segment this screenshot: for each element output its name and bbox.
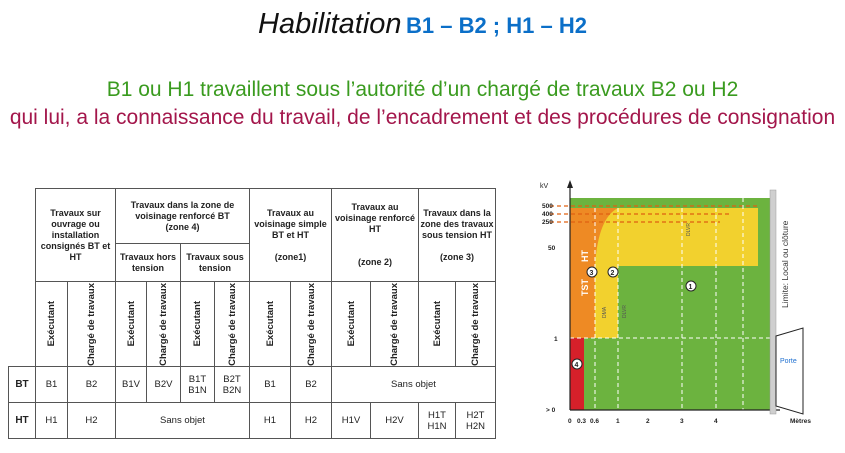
header-zone2 (332, 189, 419, 282)
y-tick-50: 50 (548, 245, 556, 252)
y-unit: kV (540, 183, 549, 190)
corner-cell (9, 189, 36, 244)
dlvr-tag-top: DLVR (686, 223, 692, 236)
x-tick-4: 4 (714, 418, 718, 425)
zone-2-marker-label: 2 (610, 270, 615, 277)
x-tick-0-3: 0.3 (577, 418, 587, 425)
cell-bt-2: B2 (68, 367, 116, 403)
x-tick-2: 2 (646, 418, 650, 425)
table-row-bt (9, 367, 496, 403)
zone-1-marker-label: 1 (688, 284, 693, 291)
tst-label: TST (580, 279, 590, 296)
header-zone4 (116, 189, 250, 244)
dma-tag: DMA (602, 306, 608, 318)
limit-label: Limite: Local ou clôture (780, 220, 790, 308)
title-main: Habilitation (258, 8, 402, 40)
cell-bt-3: B1V (116, 367, 147, 403)
x-tick-0: 0 (568, 418, 572, 425)
header-zone3-sub: (zone 3) (439, 251, 474, 262)
cell-ht-11: H1T H1N (419, 403, 456, 439)
x-tick-3: 3 (680, 418, 684, 425)
header-zone4-title: Travaux dans la zone de voisinage renforcé BT (130, 199, 235, 221)
col-charge: Chargé de travaux (305, 282, 317, 366)
y-tick-500: 500 (542, 203, 553, 210)
cell-ht-10: H2V (371, 403, 419, 439)
row-label-ht: HT (9, 403, 36, 439)
col-charge: Chargé de travaux (226, 282, 238, 366)
col-executant: Exécutant (345, 301, 357, 347)
subtitle-line-2: qui lui, a la connaissance du travail, de l’encadrement et des procédures de consignation (9, 106, 836, 129)
subtitle-line-1: B1 ou H1 travaillent sous l’autorité d’un chargé de travaux B2 ou H2 (106, 78, 739, 101)
x-tick-1: 1 (616, 418, 620, 425)
title-codes: B1 – B2 ; H1 – H2 (405, 13, 587, 38)
y-axis-arrow-icon (567, 180, 573, 188)
cell-bt-7: B1 (250, 367, 291, 403)
header-zone2-sub: (zone 2) (357, 257, 392, 267)
habilitation-table (8, 188, 496, 439)
cell-bt-4: B2V (147, 367, 181, 403)
zone-3-marker-label: 3 (589, 270, 594, 277)
header-renforce-title: Travaux au voisinage renforcé HT (334, 202, 416, 234)
cell-ht-12: H2T H2N (456, 403, 496, 439)
door-label: Porte (780, 358, 797, 365)
cell-bt-8: B2 (291, 367, 332, 403)
cell-bt-5: B1T B1N (181, 367, 215, 403)
ht-label: HT (580, 250, 590, 262)
col-charge: Chargé de travaux (86, 282, 97, 366)
zones-diagram (540, 178, 830, 438)
x-tick-0-6: 0.6 (590, 418, 600, 425)
col-charge: Chargé de travaux (158, 282, 169, 366)
header-zone1 (250, 189, 332, 282)
cell-bt-1: B1 (36, 367, 68, 403)
col-executant: Exécutant (192, 301, 203, 347)
limit-wall (770, 190, 776, 414)
corner-cell-3 (9, 282, 36, 367)
col-charge: Chargé de travaux (389, 282, 400, 366)
cell-ht-2: H2 (68, 403, 116, 439)
corner-cell-2 (9, 244, 36, 282)
cell-ht-sans-objet: Sans objet (116, 403, 250, 439)
col-executant: Exécutant (431, 301, 443, 347)
col-charge: Chargé de travaux (470, 282, 481, 366)
door-icon (776, 328, 803, 414)
x-unit: Mètres (790, 418, 811, 425)
cell-ht-8: H2 (291, 403, 332, 439)
cell-ht-7: H1 (250, 403, 291, 439)
cell-bt-sans-objet: Sans objet (332, 367, 496, 403)
dlvr-tag: DLVR (622, 305, 628, 318)
row-label-bt: BT (9, 367, 36, 403)
zone-1-green-edge (758, 198, 770, 410)
zone-4-red-area (570, 338, 584, 410)
cell-ht-1: H1 (36, 403, 68, 439)
header-sous-tension-zone-title: Travaux dans la zone des travaux sous tension HT (420, 207, 494, 240)
header-consignes: Travaux sur ouvrage ou installation consignés BT et HT (36, 189, 116, 282)
header-zone1-sub: (zone1) (274, 251, 307, 262)
page-title (0, 8, 845, 41)
y-tick-250: 250 (542, 219, 553, 226)
y-tick-1: 1 (554, 336, 558, 343)
header-sous-tension: Travaux sous tension (181, 244, 250, 282)
col-executant: Exécutant (46, 301, 57, 347)
header-zone3 (419, 189, 496, 282)
cell-ht-9: H1V (332, 403, 371, 439)
col-executant: Exécutant (125, 301, 137, 347)
y-tick-400: 400 (542, 211, 553, 218)
zone-4-marker-label: 4 (574, 362, 579, 369)
col-executant: Exécutant (264, 301, 276, 347)
header-hors-tension: Travaux hors tension (116, 244, 181, 282)
table-row-ht (9, 403, 496, 439)
y-tick-0: > 0 (546, 407, 556, 414)
header-simple-title: Travaux au voisinage simple BT et HT (254, 207, 327, 240)
header-zone4-sub: (zone 4) (165, 221, 200, 232)
cell-bt-6: B2T B2N (215, 367, 250, 403)
